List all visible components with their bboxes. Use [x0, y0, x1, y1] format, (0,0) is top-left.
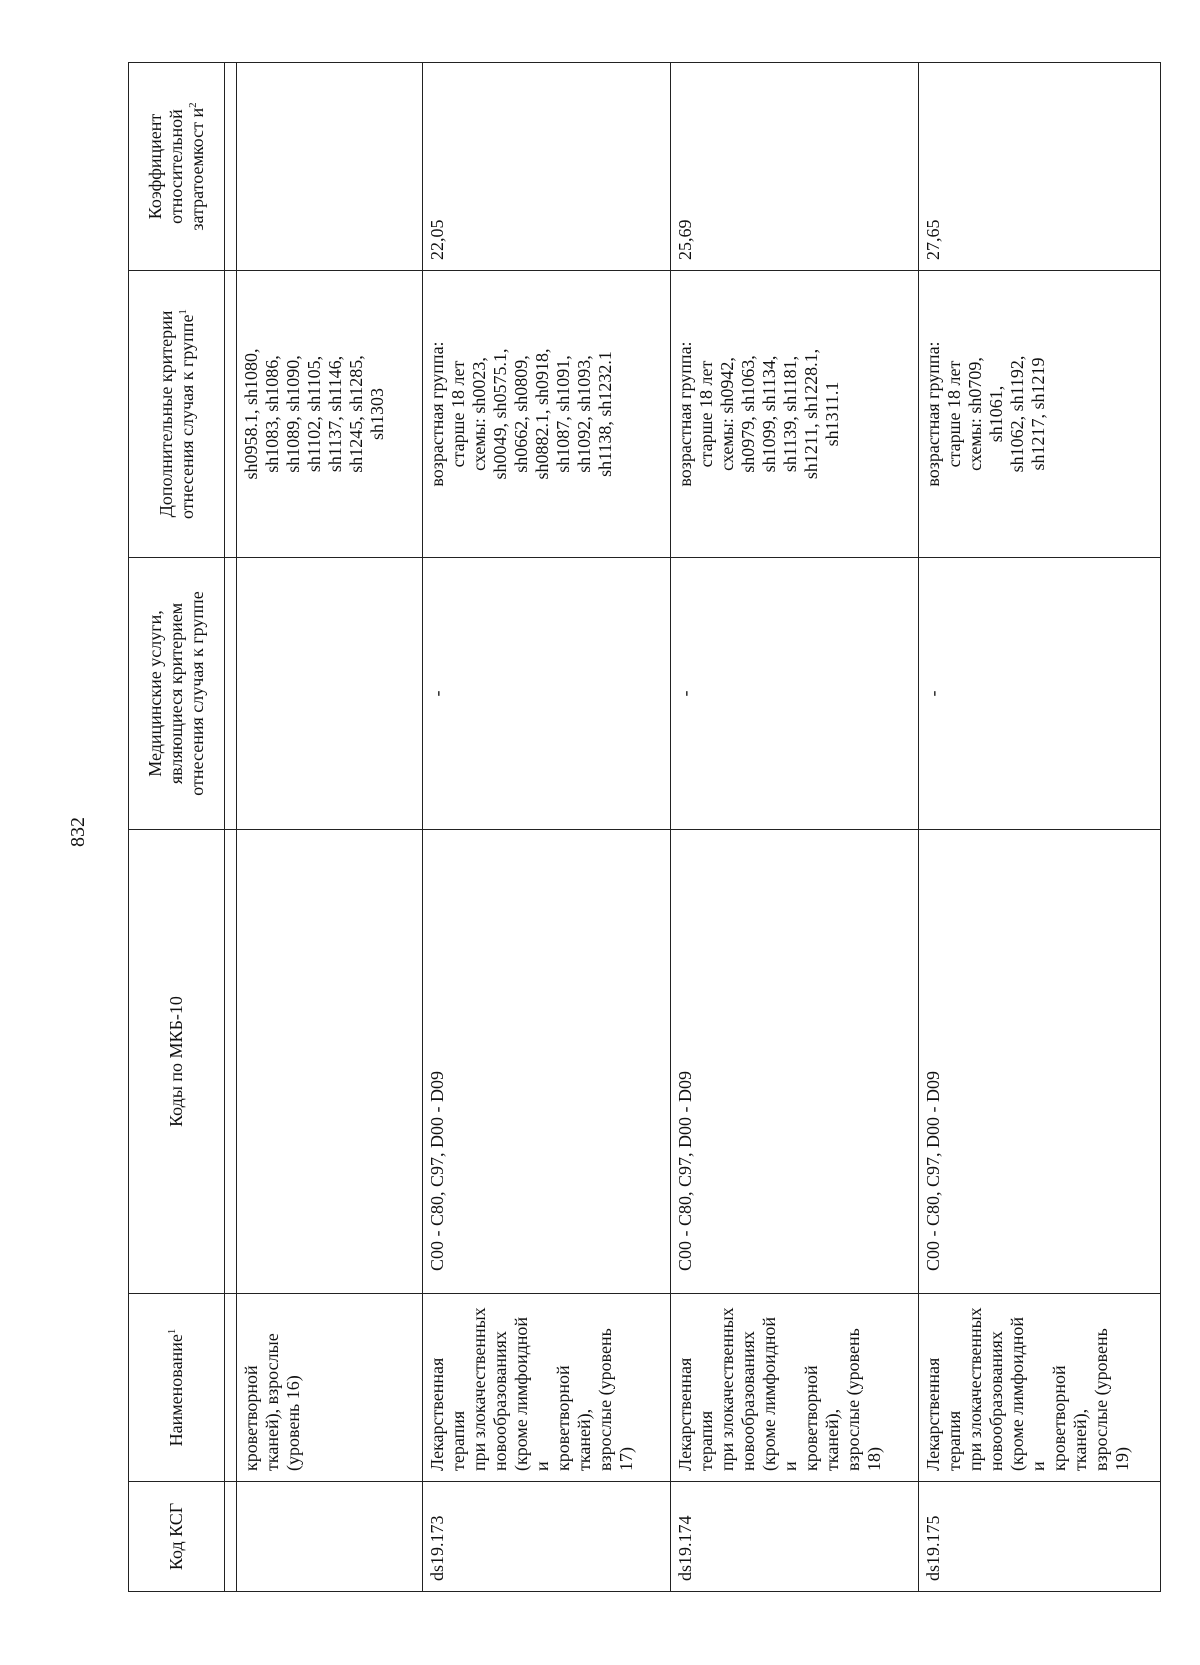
- header-mkb: Коды по МКБ-10: [129, 830, 225, 1294]
- header-name: Наименование$^1$: [129, 1294, 225, 1482]
- cell-code: [237, 1482, 423, 1592]
- cell-services: [237, 558, 423, 830]
- cell-additional: sh0958.1, sh1080, sh1083, sh1086, sh1089, sh1090, sh1102, sh1105, sh1137, sh1146, sh1245, sh1285, sh1303: [237, 271, 423, 558]
- cell-coef: [237, 63, 423, 271]
- cell-name: Лекарственная терапия при злокачественных новообразованиях (кроме лимфоидной и кроветворной тканей), взрослые (уровень 17): [423, 1294, 671, 1482]
- cell-coef: 22,05: [423, 63, 671, 271]
- cell-code: ds19.175: [919, 1482, 1161, 1592]
- table-row: [919, 63, 1161, 1592]
- cell-name: кроветворной тканей), взрослые (уровень 16): [237, 1294, 423, 1482]
- table-header-row: [129, 63, 225, 1592]
- header-coef: Коэффициент относительной затратоемкост $и^2$: [129, 63, 225, 271]
- page-number: 832: [67, 817, 89, 847]
- cell-services: -: [423, 558, 671, 830]
- cell-additional: возрастная группа: старше 18 лет схемы: sh0709, sh1061, sh1062, sh1192, sh1217, sh1219: [919, 271, 1161, 558]
- spacer-row: [225, 63, 237, 1592]
- table-row: [671, 63, 919, 1592]
- cell-additional: возрастная группа: старше 18 лет схемы: sh0942, sh0979, sh1063, sh1099, sh1134, sh1139, sh1181, sh1211, sh1228.1, sh1311.1: [671, 271, 919, 558]
- cell-mkb: C00 - C80, C97, D00 - D09: [919, 830, 1161, 1294]
- cell-name: Лекарственная терапия при злокачественных новообразованиях (кроме лимфоидной и кроветворной тканей), взрослые (уровень 18): [671, 1294, 919, 1482]
- cell-mkb: C00 - C80, C97, D00 - D09: [423, 830, 671, 1294]
- cell-mkb: C00 - C80, C97, D00 - D09: [671, 830, 919, 1294]
- header-additional: Дополнительные критерии отнесения случая к группе$^1$: [129, 271, 225, 558]
- table-row-continuation: [237, 63, 423, 1592]
- cell-services: -: [671, 558, 919, 830]
- cell-code: ds19.173: [423, 1482, 671, 1592]
- ksg-table: [128, 62, 1161, 1592]
- cell-additional: возрастная группа: старше 18 лет схемы: sh0023, sh0049, sh0575.1, sh0662, sh0809, sh0882.1, sh0918, sh1087, sh1091, sh1092, sh1093, sh1138, sh1232.1: [423, 271, 671, 558]
- cell-code: ds19.174: [671, 1482, 919, 1592]
- header-code: Код КСГ: [129, 1482, 225, 1592]
- header-services: Медицинские услуги, являющиеся критерием отнесения случая к группе: [129, 558, 225, 830]
- cell-mkb: [237, 830, 423, 1294]
- table-row: [423, 63, 671, 1592]
- cell-name: Лекарственная терапия при злокачественных новообразованиях (кроме лимфоидной и кроветворной тканей), взрослые (уровень 19): [919, 1294, 1161, 1482]
- cell-coef: 25,69: [671, 63, 919, 271]
- cell-services: -: [919, 558, 1161, 830]
- cell-coef: 27,65: [919, 63, 1161, 271]
